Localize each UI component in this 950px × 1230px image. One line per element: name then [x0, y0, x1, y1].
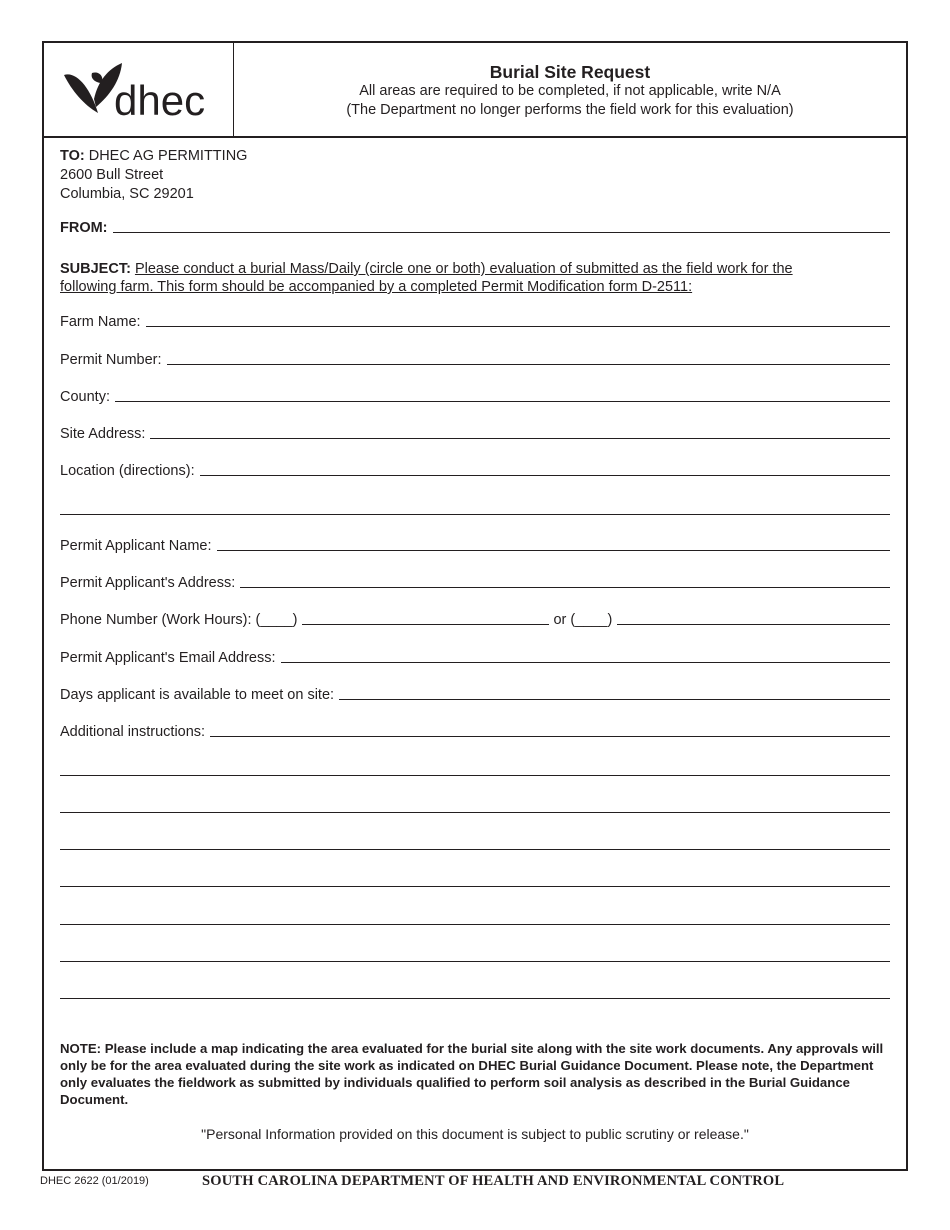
- additional-line-7[interactable]: [60, 998, 890, 999]
- to-city: Columbia, SC 29201: [60, 186, 194, 202]
- agency-name: SOUTH CAROLINA DEPARTMENT OF HEALTH AND ENVIRONMENTAL CONTROL: [202, 1173, 785, 1189]
- subject-text-1: Please conduct a burial Mass/Daily (circle one or both) evaluation of submitted as the field work for the: [134, 261, 793, 277]
- farm-name-label: Farm Name:: [60, 314, 141, 330]
- additional-line-4[interactable]: [60, 886, 890, 887]
- applicant-name-label: Permit Applicant Name:: [60, 538, 212, 554]
- location-field[interactable]: [200, 474, 890, 476]
- additional-line-1[interactable]: [60, 775, 890, 776]
- location-row: [60, 463, 890, 479]
- county-field[interactable]: [115, 400, 890, 402]
- site-address-field[interactable]: [150, 437, 890, 439]
- title-cell: [234, 43, 906, 136]
- site-address-label: Site Address:: [60, 426, 146, 442]
- subtitle-required: All areas are required to be completed, if not applicable, write N/A: [359, 83, 781, 99]
- farm-name-row: [60, 314, 890, 330]
- to-street: 2600 Bull Street: [60, 167, 164, 183]
- location-continuation-line[interactable]: [60, 514, 890, 515]
- subject-label: SUBJECT:: [60, 261, 131, 277]
- form-frame: [42, 41, 908, 1171]
- form-header: [44, 43, 906, 138]
- to-label: TO:: [60, 148, 85, 164]
- dhec-logo: [62, 61, 212, 119]
- form-number: DHEC 2622 (01/2019): [40, 1175, 149, 1187]
- days-row: [60, 687, 890, 703]
- additional-row: [60, 724, 890, 740]
- additional-line-2[interactable]: [60, 812, 890, 813]
- applicant-address-label: Permit Applicant's Address:: [60, 575, 236, 591]
- additional-line-3[interactable]: [60, 849, 890, 850]
- additional-field[interactable]: [210, 735, 890, 737]
- applicant-address-row: [60, 575, 890, 591]
- email-row: [60, 650, 890, 666]
- to-line: [60, 147, 247, 166]
- subtitle-fieldwork: (The Department no longer performs the field work for this evaluation): [346, 102, 794, 118]
- site-address-row: [60, 426, 890, 442]
- from-row: [60, 220, 890, 236]
- applicant-name-field[interactable]: [217, 549, 890, 551]
- county-label: County:: [60, 389, 110, 405]
- additional-line-6[interactable]: [60, 961, 890, 962]
- county-row: [60, 389, 890, 405]
- email-field[interactable]: [281, 661, 890, 663]
- subject-line1: [60, 260, 793, 279]
- days-label: Days applicant is available to meet on site:: [60, 687, 335, 703]
- days-field[interactable]: [339, 698, 890, 700]
- logo-cell: [44, 43, 234, 136]
- farm-name-field[interactable]: [146, 325, 890, 327]
- from-label: FROM:: [60, 220, 108, 236]
- from-field[interactable]: [113, 231, 890, 233]
- applicant-address-field[interactable]: [240, 586, 890, 588]
- privacy-notice: "Personal Information provided on this document is subject to public scrutiny or release.": [201, 1126, 749, 1142]
- permit-number-field[interactable]: [167, 363, 890, 365]
- svg-text:dhec: dhec: [114, 77, 206, 119]
- additional-label: Additional instructions:: [60, 724, 206, 740]
- location-label: Location (directions):: [60, 463, 195, 479]
- note-text: NOTE: Please include a map indicating the area evaluated for the burial site along with the site work documents. Any approvals will only be for the area evaluated during the site work as indicated on DHEC Burial Guidance Document. Please note, the Department only evaluates the fieldwork as submitted by individuals qualified to perform soil analysis as described in the Burial Guidance Document.: [60, 1041, 884, 1107]
- additional-line-5[interactable]: [60, 924, 890, 925]
- permit-number-row: [60, 352, 890, 368]
- phone-work-field[interactable]: [302, 623, 549, 625]
- subject-text-2: following farm. This form should be accompanied by a completed Permit Modification form D-2511:: [60, 279, 693, 295]
- applicant-name-row: [60, 538, 890, 554]
- email-label: Permit Applicant's Email Address:: [60, 650, 276, 666]
- phone-alt-field[interactable]: [617, 623, 890, 625]
- permit-number-label: Permit Number:: [60, 352, 162, 368]
- to-name: DHEC AG PERMITTING: [88, 148, 248, 164]
- phone-row: [60, 612, 890, 628]
- form-title: Burial Site Request: [489, 62, 651, 82]
- phone-or-label: or (____): [553, 612, 613, 628]
- phone-label: Phone Number (Work Hours): (____): [60, 612, 298, 628]
